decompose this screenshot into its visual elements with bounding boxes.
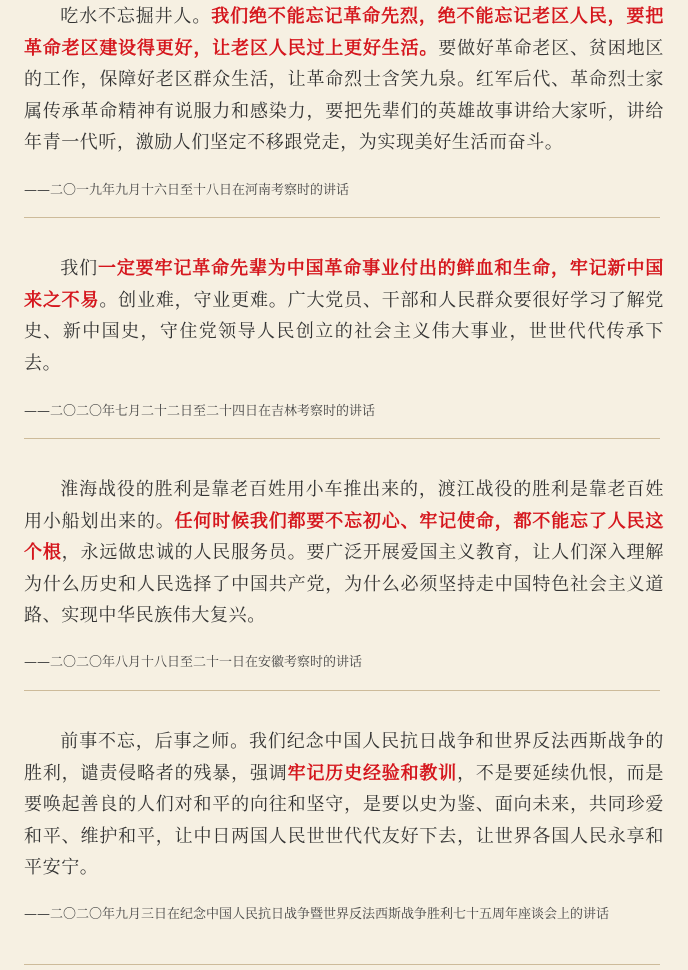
quote-2-text-a: 我们	[60, 258, 99, 279]
divider-2	[24, 438, 660, 439]
divider-1	[24, 217, 660, 218]
quote-paragraph-3	[24, 474, 664, 632]
source-line-2: ——二〇二〇年七月二十二日至二十四日在吉林考察时的讲话	[24, 404, 376, 419]
source-line-4: ——二〇二〇年九月三日在纪念中国人民抗日战争暨世界反法西斯战争胜利七十五周年座谈会上的讲话	[24, 907, 610, 922]
quote-3-text-a: 淮海战役的胜利是靠老百姓用小车推出来的，渡江战役的胜利是靠老百姓用小船划出来的。	[24, 479, 664, 532]
quote-4-text-b: ，不是要延续仇恨，而是要唤起善良的人们对和平的向往和坚守，是要以史为鉴、面向未来，共同珍爱和平、维护和平，让中日两国人民世世代代友好下去，让世界各国人民永享和平安宁。	[24, 762, 664, 878]
source-line-3: ——二〇二〇年八月十八日至二十一日在安徽考察时的讲话	[24, 655, 363, 670]
quote-1-highlight: 我们绝不能忘记革命先烈，绝不能忘记老区人民，要把革命老区建设得更好，让老区人民过上更好生活。	[24, 6, 664, 59]
quote-paragraph-4	[24, 726, 664, 884]
source-line-1: ——二〇一九年九月十六日至十八日在河南考察时的讲话	[24, 183, 350, 198]
quote-3-highlight: 任何时候我们都要不忘初心、牢记使命，都不能忘了人民这个根	[24, 510, 664, 563]
quote-4-highlight: 牢记历史经验和教训	[287, 762, 458, 784]
quote-3-text-b: ，永远做忠诚的人民服务员。要广泛开展爱国主义教育，让人们深入理解为什么历史和人民选择了中国共产党，为什么必须坚持走中国特色社会主义道路、实现中华民族伟大复兴。	[24, 542, 665, 626]
quote-paragraph-1	[24, 1, 664, 159]
quote-4-text-a: 前事不忘，后事之师。我们纪念中国人民抗日战争和世界反法西斯战争的胜利，谴责侵略者的残暴，强调	[24, 731, 664, 784]
quote-2-highlight: 一定要牢记革命先辈为中国革命事业付出的鲜血和生命，牢记新中国来之不易	[24, 258, 664, 311]
quote-1-text-b: 要做好革命老区、贫困地区的工作，保障好老区群众生活，让革命烈士含笑九泉。红军后代、革命烈士家属传承革命精神有说服力和感染力，要把先辈们的英雄故事讲给大家听，讲给年青一代听，激励人们坚定不移跟党走，为实现美好生活而奋斗。	[24, 37, 664, 153]
quote-2-text-b: 。创业难，守业更难。广大党员、干部和人民群众要很好学习了解党史、新中国史，守住党领导人民创立的社会主义伟大事业，世世代代传承下去。	[24, 289, 664, 374]
divider-3	[24, 690, 660, 691]
quote-paragraph-2	[24, 253, 664, 379]
divider-4	[24, 964, 660, 965]
quote-1-text-a: 吃水不忘掘井人。	[60, 6, 212, 27]
